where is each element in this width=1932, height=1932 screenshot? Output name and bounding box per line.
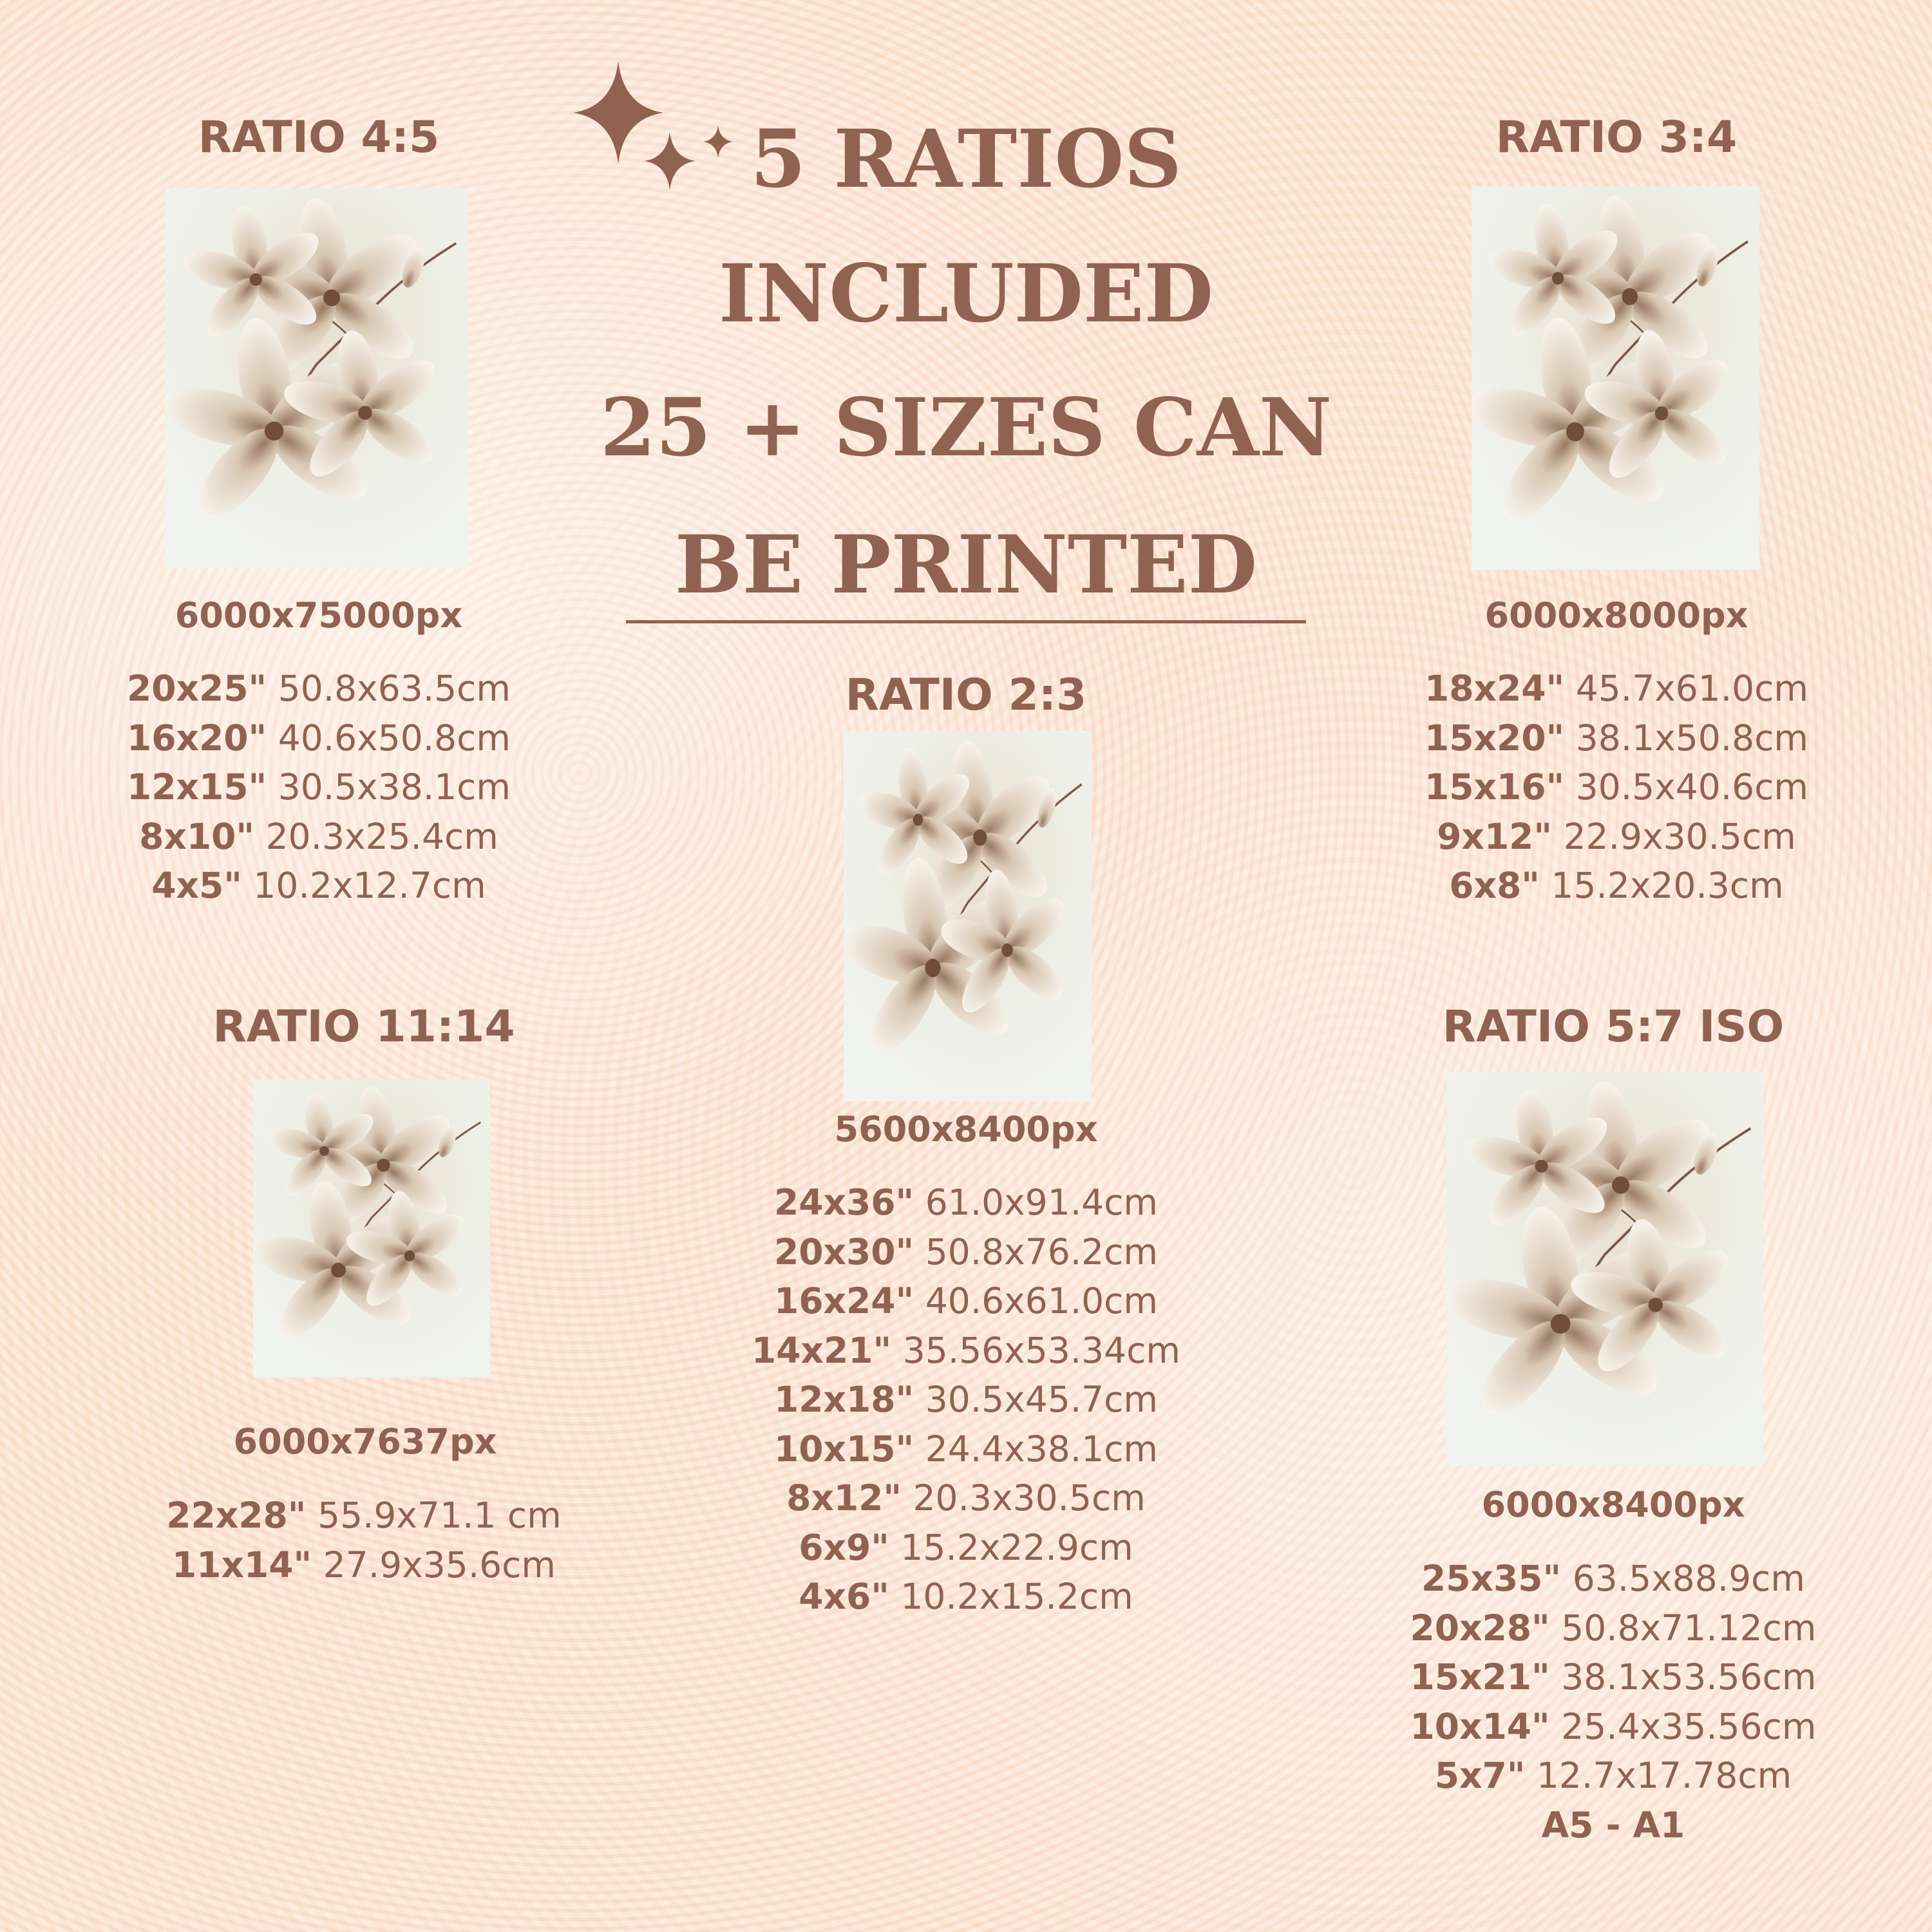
size-row xyxy=(1359,812,1874,862)
size-inch: 20x28" xyxy=(1410,1607,1550,1649)
ratio-2-3-print-preview xyxy=(844,731,1092,1101)
size-inch: 15x21" xyxy=(1410,1656,1550,1698)
headline-line-3: 25 + SIZES CAN xyxy=(600,381,1332,475)
ratio-2-3-pixels: 5600x8400px xyxy=(834,1109,1098,1150)
size-inch: 8x12" xyxy=(786,1477,902,1519)
size-cm: 30.5x45.7cm xyxy=(925,1379,1158,1420)
size-inch: 8x10" xyxy=(139,815,255,857)
ratio-11-14-title: RATIO 11:14 xyxy=(213,1001,515,1052)
size-cm: 40.6x61.0cm xyxy=(925,1280,1158,1321)
ratio-3-4-print-preview xyxy=(1472,186,1759,570)
size-cm: 22.9x30.5cm xyxy=(1563,815,1796,857)
size-inch: 24x36" xyxy=(774,1182,914,1223)
ratio-4-5-pixels: 6000x75000px xyxy=(175,595,463,636)
size-cm: 40.6x50.8cm xyxy=(278,717,511,759)
size-cm: 45.7x61.0cm xyxy=(1575,668,1808,709)
size-cm: 10.2x15.2cm xyxy=(900,1576,1133,1617)
size-inch: 18x24" xyxy=(1425,668,1565,709)
size-row xyxy=(106,1491,621,1540)
size-row xyxy=(1356,1604,1871,1653)
ratio-4-5-print-preview xyxy=(165,189,468,567)
ratio-3-4-title: RATIO 3:4 xyxy=(1495,112,1738,163)
size-inch: 14x21" xyxy=(752,1329,892,1371)
size-cm: 24.4x38.1cm xyxy=(925,1428,1158,1470)
size-inch: 22x28" xyxy=(166,1495,307,1536)
ratio-5-7-iso-title: RATIO 5:7 ISO xyxy=(1442,1001,1785,1052)
size-inch: 10x15" xyxy=(774,1428,914,1470)
size-row xyxy=(61,714,576,763)
ratio-5-7-iso-size-list xyxy=(1356,1554,1871,1850)
size-inch: 16x20" xyxy=(127,717,267,759)
size-cm: 25.4x35.56cm xyxy=(1561,1705,1817,1747)
size-cm: 50.8x76.2cm xyxy=(925,1231,1158,1273)
ratio-11-14-size-list xyxy=(106,1491,621,1589)
size-cm: 63.5x88.9cm xyxy=(1572,1558,1805,1599)
size-row xyxy=(708,1326,1224,1376)
size-inch: 4x6" xyxy=(799,1576,889,1617)
size-row xyxy=(708,1276,1224,1326)
size-row xyxy=(1359,714,1874,763)
size-cm: 20.3x30.5cm xyxy=(913,1477,1146,1519)
headline-line-4: BE PRINTED xyxy=(674,518,1258,612)
size-inch: 6x8" xyxy=(1449,865,1540,906)
size-inch: 15x20" xyxy=(1425,717,1565,759)
size-row xyxy=(61,762,576,812)
size-row xyxy=(1356,1751,1871,1801)
size-row xyxy=(1356,1653,1871,1702)
headline-line-1: 5 RATIOS xyxy=(750,113,1182,206)
size-cm: 30.5x38.1cm xyxy=(278,766,511,808)
size-cm: 35.56x53.34cm xyxy=(902,1329,1180,1371)
size-cm: 50.8x71.12cm xyxy=(1561,1607,1817,1649)
ratio-2-3-title: RATIO 2:3 xyxy=(845,670,1087,721)
size-row xyxy=(106,1540,621,1590)
size-cm: 55.9x71.1 cm xyxy=(317,1495,562,1536)
ratio-4-5-size-list xyxy=(61,664,576,911)
headline-divider xyxy=(626,620,1306,623)
size-inch: 10x14" xyxy=(1410,1705,1550,1747)
size-cm: 20.3x25.4cm xyxy=(265,815,498,857)
size-row xyxy=(1359,861,1874,911)
ratio-5-7-iso-pixels: 6000x8400px xyxy=(1481,1484,1745,1525)
size-row xyxy=(1359,664,1874,714)
size-row xyxy=(708,1572,1224,1622)
size-row xyxy=(708,1227,1224,1277)
size-cm: 38.1x50.8cm xyxy=(1575,717,1808,759)
size-cm: 27.9x35.6cm xyxy=(323,1544,556,1586)
size-inch: 11x14" xyxy=(172,1544,312,1586)
ratio-3-4-pixels: 6000x8000px xyxy=(1484,595,1748,636)
size-inch: 9x12" xyxy=(1437,815,1553,857)
size-inch: 4x5" xyxy=(151,865,242,906)
ratio-4-5-title: RATIO 4:5 xyxy=(198,112,440,163)
ratio-11-14-print-preview xyxy=(253,1079,490,1378)
size-inch: 6x9" xyxy=(799,1526,889,1568)
size-inch: 25x35" xyxy=(1421,1558,1562,1599)
size-range-label: A5 - A1 xyxy=(1541,1804,1685,1846)
size-row xyxy=(708,1178,1224,1227)
ratio-11-14-pixels: 6000x7637px xyxy=(233,1421,497,1462)
ratio-3-4-size-list xyxy=(1359,664,1874,911)
size-row xyxy=(61,861,576,911)
size-row xyxy=(708,1375,1224,1425)
size-cm: 61.0x91.4cm xyxy=(925,1182,1158,1223)
size-inch: 5x7" xyxy=(1434,1755,1526,1796)
size-inch: 20x25" xyxy=(127,668,267,709)
headline-line-2: INCLUDED xyxy=(718,247,1214,341)
size-row xyxy=(1356,1554,1871,1604)
size-inch: 16x24" xyxy=(774,1280,914,1321)
size-cm: 50.8x63.5cm xyxy=(278,668,511,709)
size-row xyxy=(1356,1702,1871,1752)
size-cm: 12.7x17.78cm xyxy=(1536,1755,1792,1796)
size-row xyxy=(708,1473,1224,1523)
size-cm: 15.2x20.3cm xyxy=(1551,865,1784,906)
size-cm: 10.2x12.7cm xyxy=(253,865,486,906)
size-row xyxy=(708,1425,1224,1474)
ratio-5-7-iso-print-preview xyxy=(1446,1072,1763,1466)
size-row xyxy=(1359,762,1874,812)
size-cm: 30.5x40.6cm xyxy=(1575,766,1808,808)
size-inch: 20x30" xyxy=(774,1231,914,1273)
size-cm: 15.2x22.9cm xyxy=(900,1526,1133,1568)
size-inch: 12x18" xyxy=(774,1379,914,1420)
ratio-2-3-size-list xyxy=(708,1178,1224,1622)
size-cm: 38.1x53.56cm xyxy=(1561,1656,1817,1698)
size-inch: 15x16" xyxy=(1425,766,1565,808)
size-row xyxy=(61,664,576,714)
size-inch: 12x15" xyxy=(127,766,267,808)
size-row xyxy=(708,1523,1224,1573)
size-row xyxy=(61,812,576,862)
